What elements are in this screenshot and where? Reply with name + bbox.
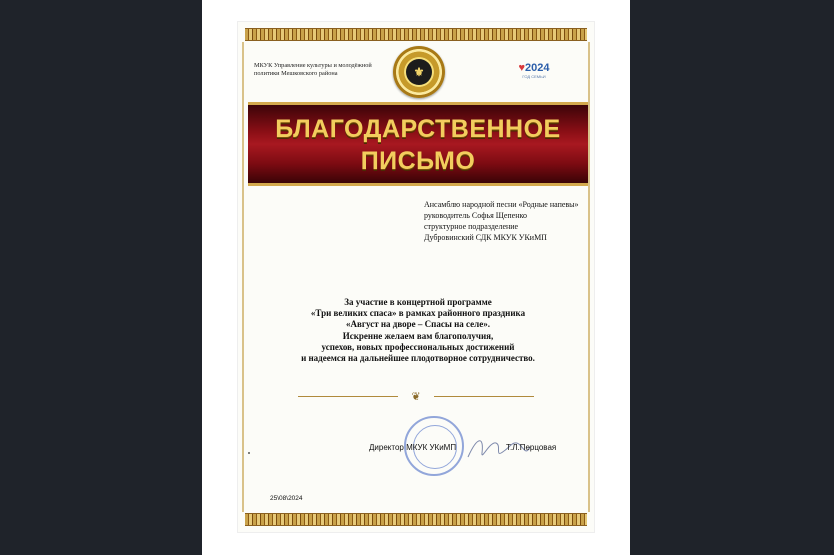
body-line: За участие в концертной программе — [344, 297, 492, 307]
title-line-2: ПИСЬМО — [360, 147, 476, 175]
letter-body — [268, 297, 568, 364]
top-ornament-band — [245, 28, 587, 41]
recipient-line: Ансамблю народной песни «Родные напевы» — [424, 200, 579, 209]
certificate — [238, 22, 594, 532]
signatory-title: Директор МКУК УКиМП — [369, 443, 457, 452]
recipient-line: структурное подразделение — [424, 222, 519, 231]
right-border-line — [588, 42, 590, 512]
organization-name: МКУК Управление культуры и молодёжной политики Мешковского района — [254, 62, 372, 77]
left-border-line — [242, 42, 244, 512]
signatory-name: Т.Л.Перцовая — [506, 443, 557, 452]
body-line: «Август на дворе – Спасы на селе». — [346, 319, 490, 330]
ink-dot — [248, 452, 250, 454]
year-label: 2024 — [525, 62, 550, 74]
ornament-divider — [298, 390, 534, 404]
body-line: Искренне желаем вам благополучия, — [342, 330, 494, 341]
title-banner — [248, 102, 588, 186]
flourish-icon: ❦ — [398, 390, 434, 404]
recipient-block — [424, 199, 594, 243]
year-sub-label: ГОД СЕМЬИ — [522, 74, 546, 79]
heart-icon: ♥ — [518, 62, 526, 74]
body-line: «Три великих спаса» в рамках районного праздника — [310, 308, 526, 319]
bottom-ornament-band — [245, 513, 587, 526]
body-line: успехов, новых профессиональных достижений — [321, 341, 515, 352]
issue-date: 25\08\2024 — [270, 495, 303, 502]
emblem-logo — [393, 46, 445, 98]
title-line-1: БЛАГОДАРСТВЕННОЕ — [275, 115, 561, 143]
emblem-icon: ⚜ — [406, 59, 432, 85]
recipient-line: руководитель Софья Щепенко — [424, 211, 527, 220]
year-of-family-logo — [514, 62, 554, 79]
recipient-line: Дубровинский СДК МКУК УКиМП — [424, 233, 547, 242]
body-line: и надеемся на дальнейшее плодотворное сотрудничество. — [301, 353, 535, 364]
